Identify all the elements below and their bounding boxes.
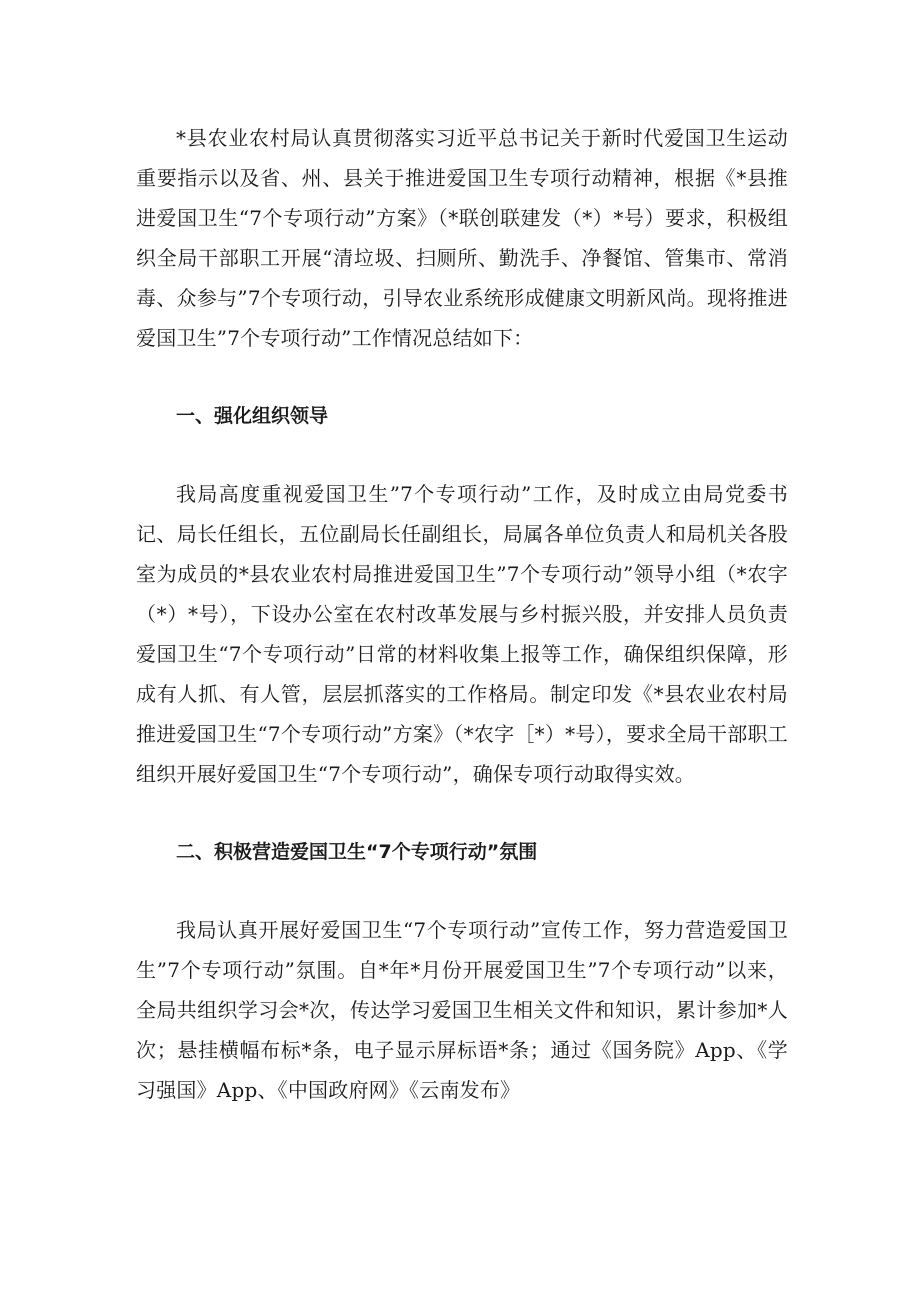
section-1-heading: 一、强化组织领导 [176,405,329,427]
section-2-paragraph: 我局认真开展好爱国卫生“7个专项行动”宣传工作，努力营造爱国卫生”7个专项行动”氛围。自*年*月份开展爱国卫生”7个专项行动”以来，全局共组织学习会*次，传达学习爱国卫生相关文件和知识，累计参加*人次；悬挂横幅布标*条，电子显示屏标语*条；通过《国务院》App、《学习强国》App、《中国政府网》《云南发布》 [136,918,788,1102]
intro-paragraph: *县农业农村局认真贯彻落实习近平总书记关于新时代爱国卫生运动重要指示以及省、州、县关于推进爱国卫生专项行动精神，根据《*县推进爱国卫生“7个专项行动”方案》（*联创联建发（*）*号）要求，积极组织全局干部职工开展“清垃圾、扫厕所、勤洗手、净餐馆、管集市、常消毒、众参与”7个专项行动，引导农业系统形成健康文明新风尚。现将推进爱国卫生”7个专项行动”工作情况总结如下： [136,126,788,350]
section-1-paragraph: 我局高度重视爱国卫生”7个专项行动”工作，及时成立由局党委书记、局长任组长，五位副局长任副组长，局属各单位负责人和局机关各股室为成员的*县农业农村局推进爱国卫生”7个专项行动”领导小组（*农字（*）*号），下设办公室在农村改革发展与乡村振兴股，并安排人员负责爱国卫生“7个专项行动”日常的材料收集上报等工作，确保组织保障，形成有人抓、有人管，层层抓落实的工作格局。制定印发《*县农业农村局推进爱国卫生“7个专项行动”方案》（*农字［*）*号），要求全局干部职工组织开展好爱国卫生“7个专项行动”，确保专项行动取得实效。 [136,482,788,786]
section-2-heading: 二、积极营造爱国卫生“7个专项行动”氛围 [176,841,538,863]
document-body [136,118,788,1110]
